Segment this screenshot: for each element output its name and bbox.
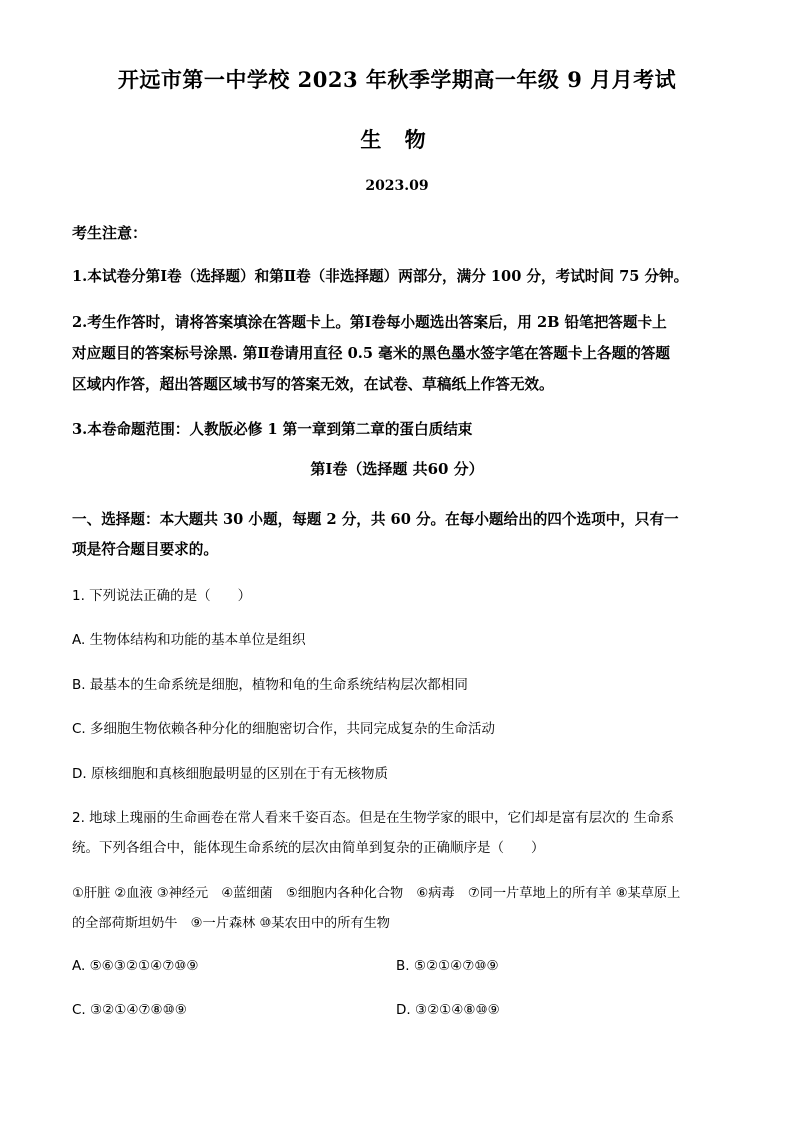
section-title: 第Ⅰ卷（选择题 共60 分） <box>310 460 484 478</box>
notice-item-2-line-3: 区域内作答，超出答题区域书写的答案无效，在试卷、草稿纸上作答无效。 <box>72 376 554 393</box>
question-2-option-c: C. ③②①④⑦⑧⑩⑨ <box>72 1002 187 1018</box>
section-instruction-line-2: 项是符合题目要求的。 <box>72 541 218 558</box>
exam-date: 2023.09 <box>365 178 429 194</box>
question-1-option-c: C. 多细胞生物依赖各种分化的细胞密切合作，共同完成复杂的生命活动 <box>72 721 496 737</box>
question-2-option-a: A. ⑤⑥③②①④⑦⑩⑨ <box>72 958 199 974</box>
question-2-stem-line-2: 统。下列各组合中，能体现生命系统的层次由简单到复杂的正确顺序是（ ） <box>72 840 545 856</box>
question-2-stem-line-1: 2. 地球上瑰丽的生命画卷在常人看来千姿百态。但是在生物学家的眼中，它们却是富有层次的 生命系 <box>72 810 674 826</box>
notice-item-2-line-2: 对应题目的答案标号涂黑. 第Ⅱ卷请用直径 0.5 毫米的黑色墨水签字笔在答题卡上各题的答题 <box>72 345 670 362</box>
question-2-option-b: B. ⑤②①④⑦⑩⑨ <box>396 958 499 974</box>
question-1-stem: 1. 下列说法正确的是（ ） <box>72 588 252 604</box>
notice-item-3: 3.本卷命题范围：人教版必修 1 第一章到第二章的蛋白质结束 <box>72 421 473 438</box>
question-1-option-d: D. 原核细胞和真核细胞最明显的区别在于有无核物质 <box>72 766 388 782</box>
section-instruction-line-1: 一、选择题：本大题共 30 小题，每题 2 分，共 60 分。在每小题给出的四个选项中，只有一 <box>72 511 679 528</box>
notice-item-2-line-1: 2.考生作答时，请将答案填涂在答题卡上。第Ⅰ卷每小题选出答案后，用 2B 铅笔把答题卡上 <box>72 314 667 331</box>
subject-title: 生 物 <box>360 127 434 152</box>
question-1-option-a: A. 生物体结构和功能的基本单位是组织 <box>72 632 306 648</box>
exam-title: 开远市第一中学校 2023 年秋季学期高一年级 9 月月考试 <box>117 67 677 92</box>
notice-heading: 考生注意： <box>72 224 148 242</box>
notice-item-1: 1.本试卷分第Ⅰ卷（选择题）和第Ⅱ卷（非选择题）两部分，满分 100 分，考试时间 75 分钟。 <box>72 268 689 285</box>
question-2-items-line-2: 的全部荷斯坦奶牛 ⑨一片森林 ⑩某农田中的所有生物 <box>72 916 390 931</box>
question-1-option-b: B. 最基本的生命系统是细胞，植物和龟的生命系统结构层次都相同 <box>72 677 468 693</box>
question-2-option-d: D. ③②①④⑧⑩⑨ <box>396 1002 500 1018</box>
question-2-items-line-1: ①肝脏 ②血液 ③神经元 ④蓝细菌 ⑤细胞内各种化合物 ⑥病毒 ⑦同一片草地上的所有羊 ⑧某草原上 <box>72 886 681 901</box>
